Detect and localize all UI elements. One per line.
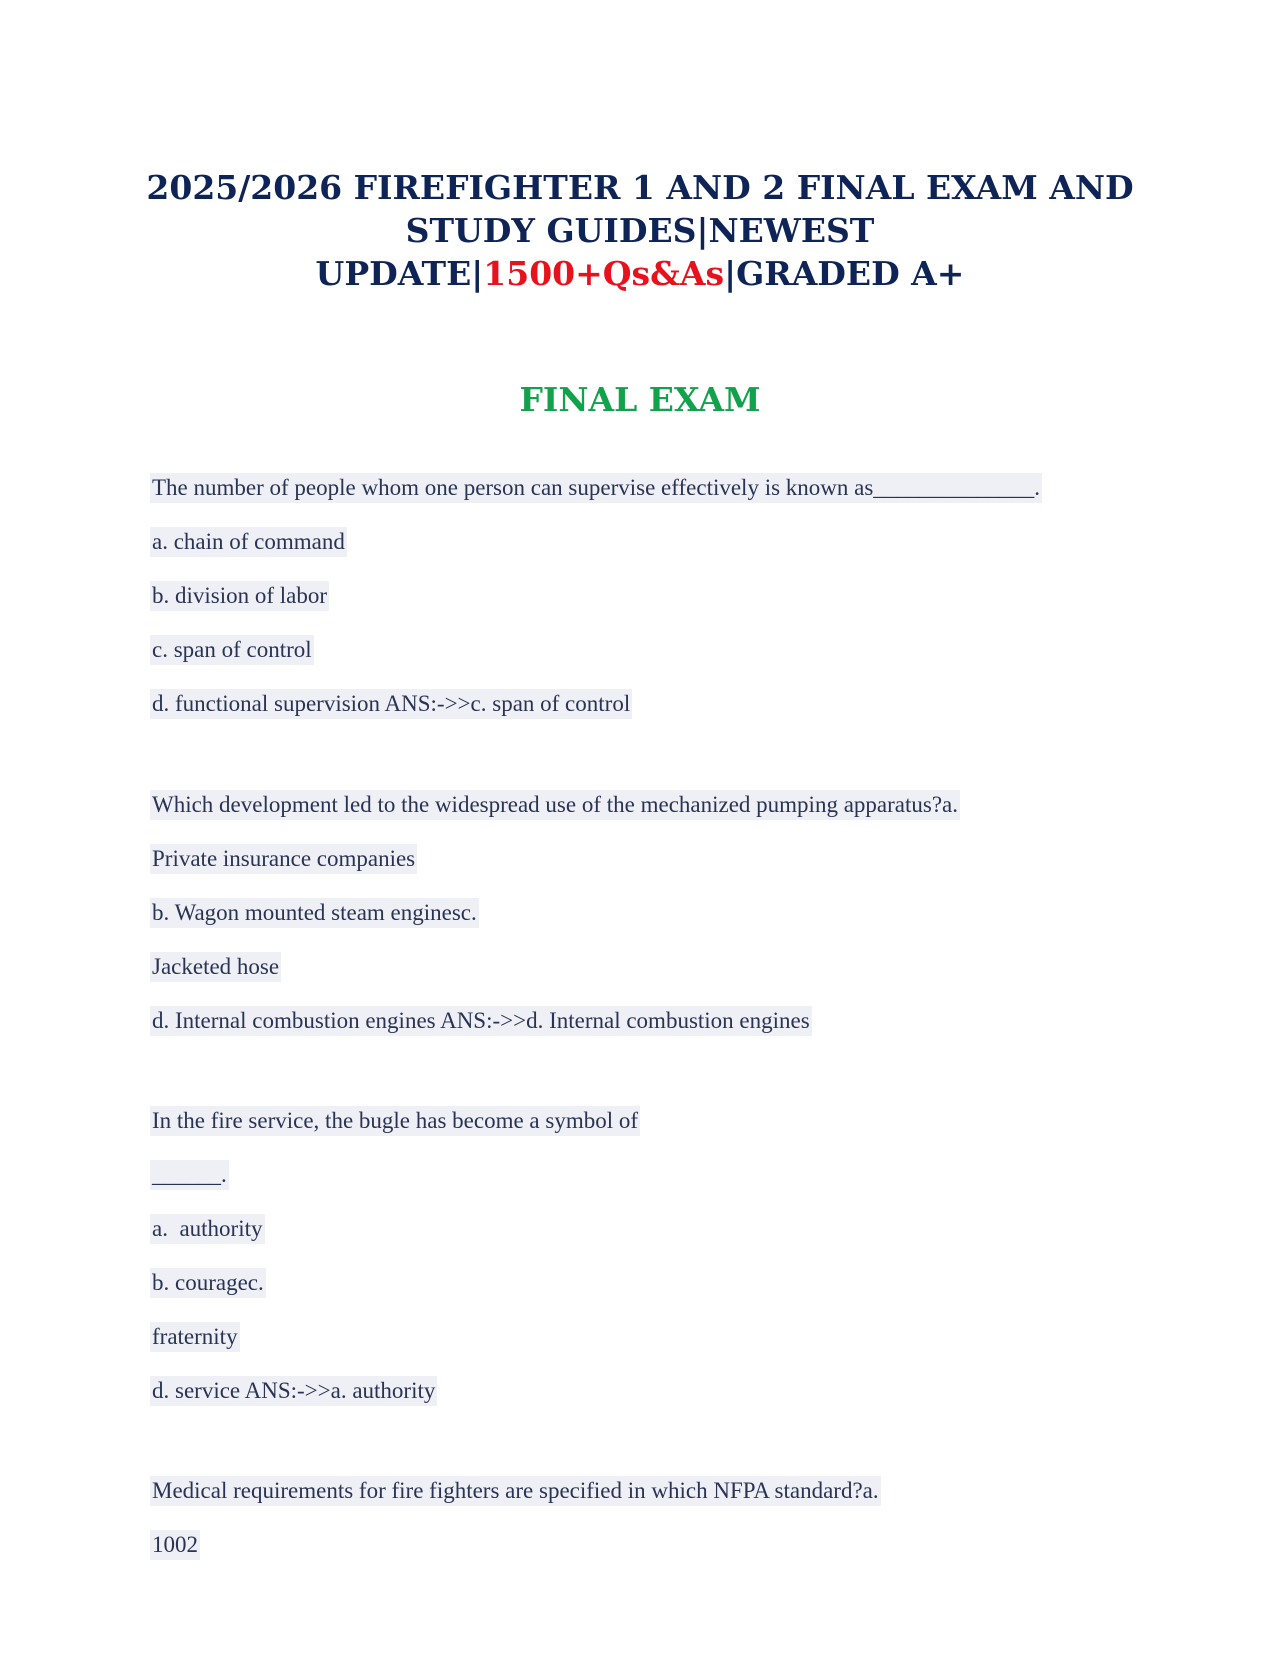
- question-4-option-a: 1002: [150, 1530, 200, 1560]
- question-4-text: Medical requirements for fire fighters are specified in which NFPA standard?a.: [150, 1476, 881, 1506]
- question-3-blank: ______.: [150, 1160, 229, 1190]
- title-line-2: STUDY GUIDES|NEWEST: [405, 211, 875, 250]
- title-line-3-end: |GRADED A+: [724, 254, 965, 293]
- question-2-option-d-answer: d. Internal combustion engines ANS:->>d. Internal combustion engines: [150, 1006, 812, 1036]
- question-1-option-a: a. chain of command: [150, 527, 347, 557]
- title-line-3: [140, 252, 1140, 295]
- question-1-option-b: b. division of labor: [150, 581, 329, 611]
- question-3-option-c: fraternity: [150, 1322, 240, 1352]
- question-2-text: Which development led to the widespread use of the mechanized pumping apparatus?a.: [150, 790, 960, 820]
- question-3-option-d-answer: d. service ANS:->>a. authority: [150, 1376, 437, 1406]
- section-heading: FINAL EXAM: [519, 380, 761, 419]
- title-qa-count: 1500+Qs&As: [483, 254, 725, 293]
- title-line-3-start: UPDATE|: [315, 254, 484, 293]
- title-line-1: 2025/2026 FIREFIGHTER 1 AND 2 FINAL EXAM AND: [146, 168, 1134, 207]
- question-2-option-a: Private insurance companies: [150, 844, 417, 874]
- question-3-text: In the fire service, the bugle has become a symbol of: [150, 1106, 640, 1136]
- question-1-text: The number of people whom one person can supervise effectively is known as______________.: [150, 473, 1042, 503]
- question-2-option-b: b. Wagon mounted steam enginesc.: [150, 898, 479, 928]
- question-1-option-c: c. span of control: [150, 635, 314, 665]
- question-2-option-c: Jacketed hose: [150, 952, 281, 982]
- document-title: [140, 166, 1140, 295]
- question-3-option-b: b. couragec.: [150, 1268, 266, 1298]
- question-1-option-d-answer: d. functional supervision ANS:->>c. span of control: [150, 689, 632, 719]
- question-3-option-a: a. authority: [150, 1214, 265, 1244]
